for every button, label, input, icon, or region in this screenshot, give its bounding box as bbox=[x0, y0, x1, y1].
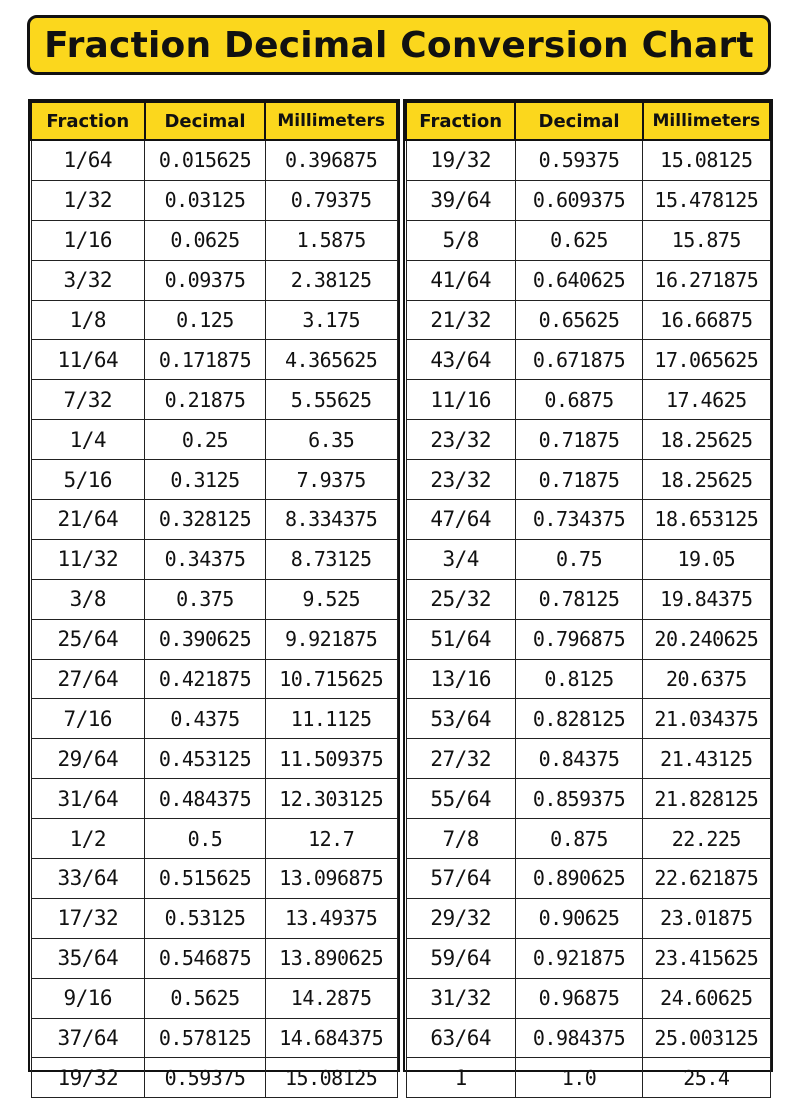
cell-millimeters: 6.35 bbox=[265, 420, 397, 460]
header-decimal: Decimal bbox=[145, 102, 266, 140]
cell-decimal: 0.390625 bbox=[145, 619, 266, 659]
cell-millimeters: 24.60625 bbox=[643, 978, 770, 1018]
cell-millimeters: 8.73125 bbox=[265, 539, 397, 579]
cell-decimal: 0.71875 bbox=[515, 460, 642, 500]
cell-decimal: 0.90625 bbox=[515, 898, 642, 938]
cell-fraction: 55/64 bbox=[406, 779, 515, 819]
cell-fraction: 1/4 bbox=[31, 420, 145, 460]
cell-decimal: 0.59375 bbox=[145, 1058, 266, 1098]
table-row bbox=[406, 978, 770, 1018]
cell-fraction: 17/32 bbox=[31, 898, 145, 938]
cell-millimeters: 15.875 bbox=[643, 220, 770, 260]
cell-decimal: 0.3125 bbox=[145, 460, 266, 500]
cell-millimeters: 4.365625 bbox=[265, 340, 397, 380]
cell-fraction: 1 bbox=[406, 1058, 515, 1098]
cell-decimal: 0.015625 bbox=[145, 140, 266, 180]
cell-millimeters: 18.25625 bbox=[643, 420, 770, 460]
cell-fraction: 19/32 bbox=[31, 1058, 145, 1098]
cell-decimal: 0.921875 bbox=[515, 938, 642, 978]
cell-millimeters: 3.175 bbox=[265, 300, 397, 340]
table-row bbox=[406, 779, 770, 819]
title-banner bbox=[27, 15, 771, 75]
cell-decimal: 0.484375 bbox=[145, 779, 266, 819]
cell-millimeters: 9.525 bbox=[265, 579, 397, 619]
table-row bbox=[31, 220, 397, 260]
cell-decimal: 0.6875 bbox=[515, 380, 642, 420]
table-row bbox=[31, 380, 397, 420]
cell-fraction: 39/64 bbox=[406, 180, 515, 220]
cell-fraction: 31/32 bbox=[406, 978, 515, 1018]
header-row bbox=[406, 102, 770, 140]
cell-decimal: 0.421875 bbox=[145, 659, 266, 699]
cell-millimeters: 0.79375 bbox=[265, 180, 397, 220]
cell-fraction: 3/4 bbox=[406, 539, 515, 579]
table-row bbox=[406, 460, 770, 500]
cell-decimal: 0.0625 bbox=[145, 220, 266, 260]
cell-millimeters: 12.7 bbox=[265, 819, 397, 859]
cell-decimal: 0.375 bbox=[145, 579, 266, 619]
table-row bbox=[31, 420, 397, 460]
cell-fraction: 1/8 bbox=[31, 300, 145, 340]
cell-millimeters: 11.509375 bbox=[265, 739, 397, 779]
cell-millimeters: 13.49375 bbox=[265, 898, 397, 938]
cell-fraction: 13/16 bbox=[406, 659, 515, 699]
cell-millimeters: 17.065625 bbox=[643, 340, 770, 380]
cell-decimal: 0.796875 bbox=[515, 619, 642, 659]
table-row bbox=[31, 260, 397, 300]
cell-millimeters: 10.715625 bbox=[265, 659, 397, 699]
cell-decimal: 0.21875 bbox=[145, 380, 266, 420]
cell-millimeters: 14.684375 bbox=[265, 1018, 397, 1058]
table-row bbox=[31, 659, 397, 699]
table-row bbox=[31, 938, 397, 978]
cell-decimal: 0.859375 bbox=[515, 779, 642, 819]
cell-fraction: 3/32 bbox=[31, 260, 145, 300]
table-row bbox=[31, 819, 397, 859]
table-row bbox=[406, 898, 770, 938]
cell-fraction: 21/64 bbox=[31, 500, 145, 540]
cell-fraction: 7/32 bbox=[31, 380, 145, 420]
cell-decimal: 0.734375 bbox=[515, 500, 642, 540]
cell-millimeters: 20.6375 bbox=[643, 659, 770, 699]
cell-millimeters: 20.240625 bbox=[643, 619, 770, 659]
cell-decimal: 0.890625 bbox=[515, 859, 642, 899]
table-left bbox=[30, 101, 398, 1098]
table-row bbox=[406, 659, 770, 699]
conversion-table bbox=[28, 99, 773, 1090]
cell-decimal: 0.59375 bbox=[515, 140, 642, 180]
table-row bbox=[31, 779, 397, 819]
table-row bbox=[406, 579, 770, 619]
cell-fraction: 63/64 bbox=[406, 1018, 515, 1058]
table-row bbox=[31, 699, 397, 739]
cell-millimeters: 13.096875 bbox=[265, 859, 397, 899]
cell-millimeters: 22.621875 bbox=[643, 859, 770, 899]
cell-fraction: 59/64 bbox=[406, 938, 515, 978]
cell-fraction: 35/64 bbox=[31, 938, 145, 978]
table-row bbox=[406, 699, 770, 739]
cell-decimal: 0.03125 bbox=[145, 180, 266, 220]
table-row bbox=[406, 300, 770, 340]
cell-fraction: 41/64 bbox=[406, 260, 515, 300]
table-row bbox=[406, 340, 770, 380]
cell-decimal: 0.609375 bbox=[515, 180, 642, 220]
cell-fraction: 3/8 bbox=[31, 579, 145, 619]
table-row bbox=[406, 1058, 770, 1098]
cell-millimeters: 11.1125 bbox=[265, 699, 397, 739]
table-row bbox=[31, 300, 397, 340]
cell-fraction: 7/8 bbox=[406, 819, 515, 859]
table-row bbox=[31, 180, 397, 220]
cell-fraction: 5/8 bbox=[406, 220, 515, 260]
cell-fraction: 9/16 bbox=[31, 978, 145, 1018]
cell-decimal: 0.578125 bbox=[145, 1018, 266, 1058]
cell-decimal: 1.0 bbox=[515, 1058, 642, 1098]
cell-millimeters: 9.921875 bbox=[265, 619, 397, 659]
cell-decimal: 0.4375 bbox=[145, 699, 266, 739]
cell-fraction: 11/32 bbox=[31, 539, 145, 579]
cell-fraction: 47/64 bbox=[406, 500, 515, 540]
cell-fraction: 1/64 bbox=[31, 140, 145, 180]
cell-millimeters: 18.653125 bbox=[643, 500, 770, 540]
table-row bbox=[31, 739, 397, 779]
table-row bbox=[31, 859, 397, 899]
cell-fraction: 25/32 bbox=[406, 579, 515, 619]
cell-millimeters: 12.303125 bbox=[265, 779, 397, 819]
cell-fraction: 29/32 bbox=[406, 898, 515, 938]
table-row bbox=[31, 619, 397, 659]
header-decimal: Decimal bbox=[515, 102, 642, 140]
table-row bbox=[406, 500, 770, 540]
cell-millimeters: 22.225 bbox=[643, 819, 770, 859]
cell-decimal: 0.34375 bbox=[145, 539, 266, 579]
cell-millimeters: 23.415625 bbox=[643, 938, 770, 978]
cell-decimal: 0.453125 bbox=[145, 739, 266, 779]
table-row bbox=[31, 500, 397, 540]
table-row bbox=[406, 619, 770, 659]
cell-decimal: 0.96875 bbox=[515, 978, 642, 1018]
cell-millimeters: 7.9375 bbox=[265, 460, 397, 500]
cell-fraction: 7/16 bbox=[31, 699, 145, 739]
header-millimeters: Millimeters bbox=[265, 102, 397, 140]
cell-fraction: 43/64 bbox=[406, 340, 515, 380]
table-row bbox=[31, 1018, 397, 1058]
cell-millimeters: 18.25625 bbox=[643, 460, 770, 500]
cell-millimeters: 25.003125 bbox=[643, 1018, 770, 1058]
table-row bbox=[31, 460, 397, 500]
cell-decimal: 0.5625 bbox=[145, 978, 266, 1018]
cell-millimeters: 1.5875 bbox=[265, 220, 397, 260]
table-row bbox=[406, 1018, 770, 1058]
cell-fraction: 5/16 bbox=[31, 460, 145, 500]
cell-millimeters: 21.43125 bbox=[643, 739, 770, 779]
table-row bbox=[406, 539, 770, 579]
cell-decimal: 0.515625 bbox=[145, 859, 266, 899]
cell-decimal: 0.25 bbox=[145, 420, 266, 460]
cell-fraction: 1/32 bbox=[31, 180, 145, 220]
cell-millimeters: 15.478125 bbox=[643, 180, 770, 220]
cell-millimeters: 16.271875 bbox=[643, 260, 770, 300]
cell-fraction: 1/2 bbox=[31, 819, 145, 859]
header-millimeters: Millimeters bbox=[643, 102, 770, 140]
cell-fraction: 21/32 bbox=[406, 300, 515, 340]
table-row bbox=[406, 180, 770, 220]
cell-fraction: 23/32 bbox=[406, 420, 515, 460]
table-row bbox=[31, 898, 397, 938]
table-row bbox=[406, 938, 770, 978]
table-row bbox=[406, 260, 770, 300]
header-fraction: Fraction bbox=[31, 102, 145, 140]
cell-millimeters: 2.38125 bbox=[265, 260, 397, 300]
cell-decimal: 0.53125 bbox=[145, 898, 266, 938]
table-right bbox=[405, 101, 771, 1098]
table-row bbox=[406, 859, 770, 899]
cell-millimeters: 16.66875 bbox=[643, 300, 770, 340]
cell-fraction: 33/64 bbox=[31, 859, 145, 899]
table-row bbox=[406, 420, 770, 460]
table-left-body bbox=[31, 140, 397, 1098]
cell-fraction: 1/16 bbox=[31, 220, 145, 260]
cell-decimal: 0.328125 bbox=[145, 500, 266, 540]
cell-decimal: 0.71875 bbox=[515, 420, 642, 460]
table-row bbox=[31, 1058, 397, 1098]
cell-millimeters: 17.4625 bbox=[643, 380, 770, 420]
cell-millimeters: 5.55625 bbox=[265, 380, 397, 420]
cell-decimal: 0.8125 bbox=[515, 659, 642, 699]
cell-fraction: 31/64 bbox=[31, 779, 145, 819]
cell-decimal: 0.984375 bbox=[515, 1018, 642, 1058]
cell-fraction: 37/64 bbox=[31, 1018, 145, 1058]
cell-decimal: 0.125 bbox=[145, 300, 266, 340]
cell-fraction: 27/64 bbox=[31, 659, 145, 699]
cell-millimeters: 8.334375 bbox=[265, 500, 397, 540]
cell-fraction: 25/64 bbox=[31, 619, 145, 659]
cell-millimeters: 13.890625 bbox=[265, 938, 397, 978]
cell-decimal: 0.78125 bbox=[515, 579, 642, 619]
header-row bbox=[31, 102, 397, 140]
cell-fraction: 19/32 bbox=[406, 140, 515, 180]
chart-title: Fraction Decimal Conversion Chart bbox=[44, 24, 754, 66]
table-row bbox=[31, 978, 397, 1018]
table-row bbox=[406, 739, 770, 779]
cell-millimeters: 15.08125 bbox=[643, 140, 770, 180]
table-left-half bbox=[28, 99, 400, 1090]
cell-decimal: 0.640625 bbox=[515, 260, 642, 300]
cell-millimeters: 21.828125 bbox=[643, 779, 770, 819]
cell-fraction: 29/64 bbox=[31, 739, 145, 779]
table-row bbox=[406, 380, 770, 420]
cell-fraction: 53/64 bbox=[406, 699, 515, 739]
cell-millimeters: 19.84375 bbox=[643, 579, 770, 619]
cell-millimeters: 14.2875 bbox=[265, 978, 397, 1018]
cell-millimeters: 25.4 bbox=[643, 1058, 770, 1098]
cell-millimeters: 15.08125 bbox=[265, 1058, 397, 1098]
cell-fraction: 11/64 bbox=[31, 340, 145, 380]
table-row bbox=[31, 579, 397, 619]
cell-fraction: 27/32 bbox=[406, 739, 515, 779]
cell-decimal: 0.171875 bbox=[145, 340, 266, 380]
cell-decimal: 0.65625 bbox=[515, 300, 642, 340]
cell-decimal: 0.671875 bbox=[515, 340, 642, 380]
table-row bbox=[31, 140, 397, 180]
cell-decimal: 0.828125 bbox=[515, 699, 642, 739]
table-row bbox=[406, 819, 770, 859]
cell-decimal: 0.75 bbox=[515, 539, 642, 579]
header-fraction: Fraction bbox=[406, 102, 515, 140]
cell-decimal: 0.09375 bbox=[145, 260, 266, 300]
table-row bbox=[31, 340, 397, 380]
table-right-half bbox=[403, 99, 773, 1090]
table-row bbox=[406, 140, 770, 180]
table-right-body bbox=[406, 140, 770, 1098]
cell-millimeters: 21.034375 bbox=[643, 699, 770, 739]
cell-fraction: 51/64 bbox=[406, 619, 515, 659]
cell-decimal: 0.5 bbox=[145, 819, 266, 859]
cell-fraction: 11/16 bbox=[406, 380, 515, 420]
cell-millimeters: 19.05 bbox=[643, 539, 770, 579]
table-row bbox=[31, 539, 397, 579]
cell-decimal: 0.625 bbox=[515, 220, 642, 260]
cell-decimal: 0.84375 bbox=[515, 739, 642, 779]
cell-fraction: 57/64 bbox=[406, 859, 515, 899]
cell-decimal: 0.546875 bbox=[145, 938, 266, 978]
table-row bbox=[406, 220, 770, 260]
cell-fraction: 23/32 bbox=[406, 460, 515, 500]
cell-millimeters: 0.396875 bbox=[265, 140, 397, 180]
cell-decimal: 0.875 bbox=[515, 819, 642, 859]
cell-millimeters: 23.01875 bbox=[643, 898, 770, 938]
